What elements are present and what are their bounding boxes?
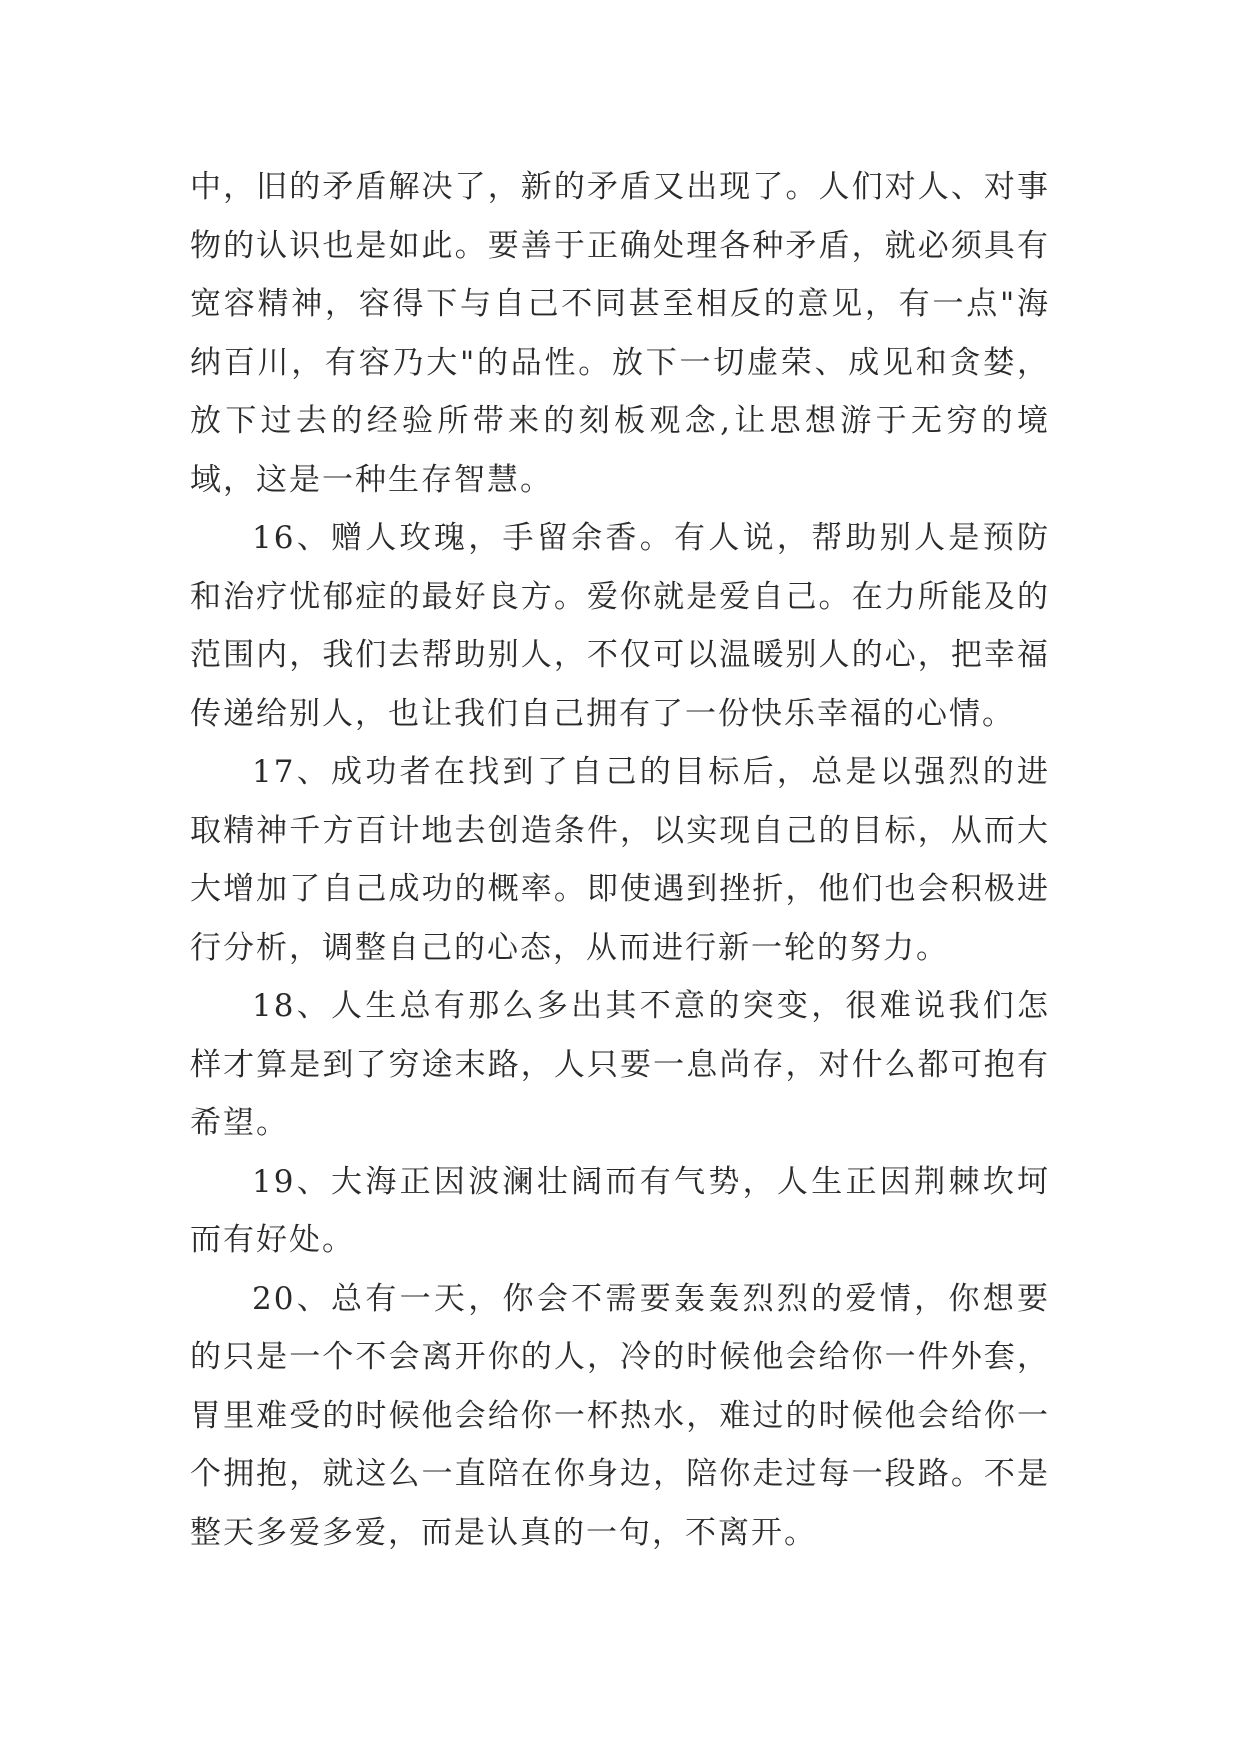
paragraph-item-20: 20、总有一天，你会不需要轰轰烈烈的爱情，你想要的只是一个不会离开你的人，冷的时候他会给你一件外套，胃里难受的时候他会给你一杯热水，难过的时候他会给你一个拥抱，就这么一直陪在你身边，陪你走过每一段路。不是整天多爱多爱，而是认真的一句，不离开。 — [190, 1280, 1050, 1551]
paragraph-item-16: 16、赠人玫瑰，手留余香。有人说，帮助别人是预防和治疗忧郁症的最好良方。爱你就是爱自己。在力所能及的范围内，我们去帮助别人，不仅可以温暖别人的心，把幸福传递给别人，也让我们自己拥有了一份快乐幸福的心情。 — [190, 520, 1050, 732]
paragraph-continuation: 中，旧的矛盾解决了，新的矛盾又出现了。人们对人、对事物的认识也是如此。要善于正确处理各种矛盾，就必须具有宽容精神，容得下与自己不同甚至相反的意见，有一点"海纳百川，有容乃大"的品性。放下一切虚荣、成见和贪婪，放下过去的经验所带来的刻板观念,让思想游于无穷的境域，这是一种生存智慧。 — [190, 169, 1050, 498]
paragraph-item-17: 17、成功者在找到了自己的目标后，总是以强烈的进取精神千方百计地去创造条件，以实现自己的目标，从而大大增加了自己成功的概率。即使遇到挫折，他们也会积极进行分析，调整自己的心态，从而进行新一轮的努力。 — [190, 754, 1050, 966]
document-body — [190, 158, 1050, 1562]
paragraph-item-18: 18、人生总有那么多出其不意的突变，很难说我们怎样才算是到了穷途末路，人只要一息尚存，对什么都可抱有希望。 — [190, 988, 1050, 1141]
paragraph-item-19: 19、大海正因波澜壮阔而有气势，人生正因荆棘坎坷而有好处。 — [190, 1163, 1050, 1258]
